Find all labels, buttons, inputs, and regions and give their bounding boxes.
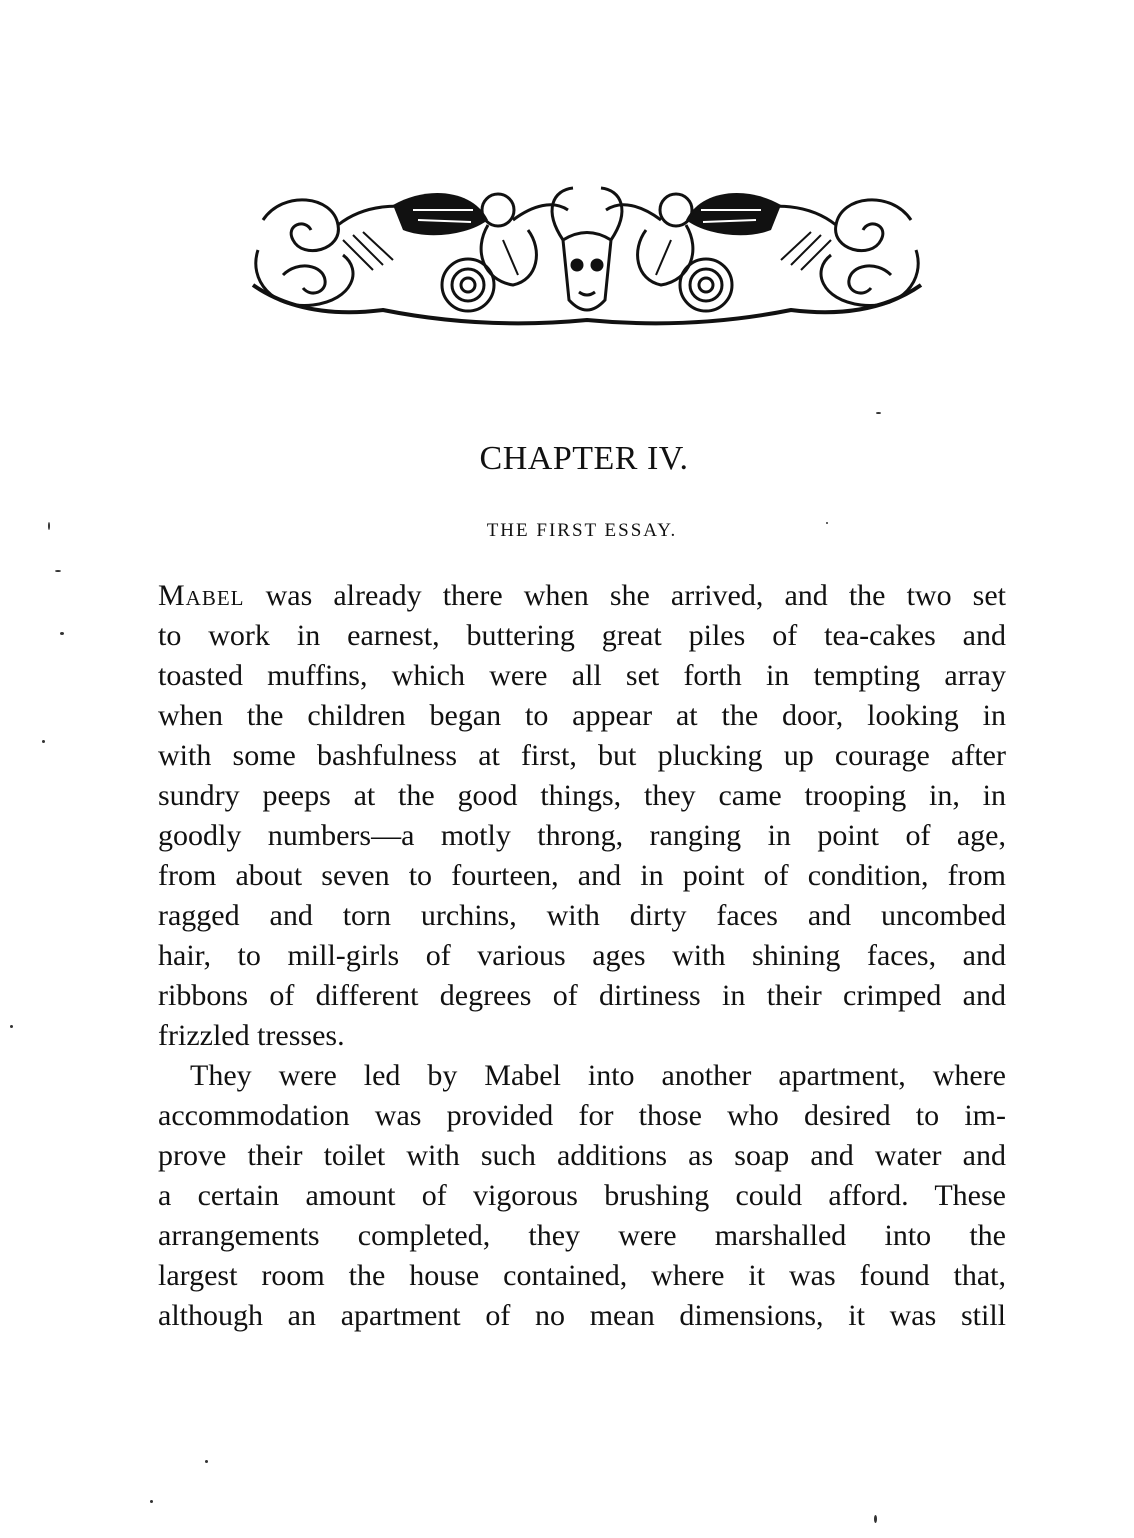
scan-speck — [826, 522, 828, 524]
text-line: a certain amount of vigorous brushing could afford. These — [158, 1179, 1006, 1212]
scan-speck — [48, 522, 50, 530]
text-line: frizzled tresses. — [158, 1019, 345, 1052]
text-line: sundry peeps at the good things, they came trooping in, in — [158, 779, 1006, 812]
chapter-subtitle: THE FIRST ESSAY. — [486, 520, 678, 541]
text-line: when the children began to appear at the door, looking in — [158, 699, 1006, 732]
scan-speck — [874, 1515, 877, 1523]
scan-speck — [205, 1460, 208, 1463]
scan-speck — [876, 412, 881, 414]
chapter-title: CHAPTER IV. — [479, 440, 689, 477]
text-line: from about seven to fourteen, and in point of condition, from — [158, 859, 1006, 892]
drop-word: Mabel — [158, 579, 245, 612]
scan-speck — [60, 632, 64, 635]
paragraph-2 — [158, 1056, 1006, 1336]
scan-speck — [55, 570, 61, 572]
text-line: hair, to mill-girls of various ages with shining faces, and — [158, 939, 1006, 972]
text-line: Mabel was already there when she arrived, and the two set — [158, 579, 1006, 612]
text-line: to work in earnest, buttering great piles of tea-cakes and — [158, 619, 1006, 652]
text-line: ribbons of different degrees of dirtiness in their crimped and — [158, 979, 1006, 1012]
ornamental-headpiece-icon — [243, 180, 931, 330]
body-text — [158, 576, 1006, 1336]
text-line: ragged and torn urchins, with dirty faces and uncombed — [158, 899, 1006, 932]
paragraph-1 — [158, 576, 1006, 1056]
text-line: goodly numbers—a motly throng, ranging in point of age, — [158, 819, 1006, 852]
text-line: prove their toilet with such additions as soap and water and — [158, 1139, 1006, 1172]
text-line: with some bashfulness at first, but plucking up courage after — [158, 739, 1006, 772]
text-line: They were led by Mabel into another apartment, where — [190, 1059, 1006, 1092]
text-line: accommodation was provided for those who desired to im- — [158, 1099, 1006, 1132]
text-line: toasted muffins, which were all set forth in tempting array — [158, 659, 1006, 692]
scan-speck — [42, 740, 45, 743]
scan-speck — [10, 1025, 13, 1028]
scan-speck — [150, 1500, 153, 1503]
text-line: although an apartment of no mean dimensions, it was still — [158, 1299, 1006, 1332]
text-line: arrangements completed, they were marshalled into the — [158, 1219, 1006, 1252]
text-line: largest room the house contained, where it was found that, — [158, 1259, 1006, 1292]
